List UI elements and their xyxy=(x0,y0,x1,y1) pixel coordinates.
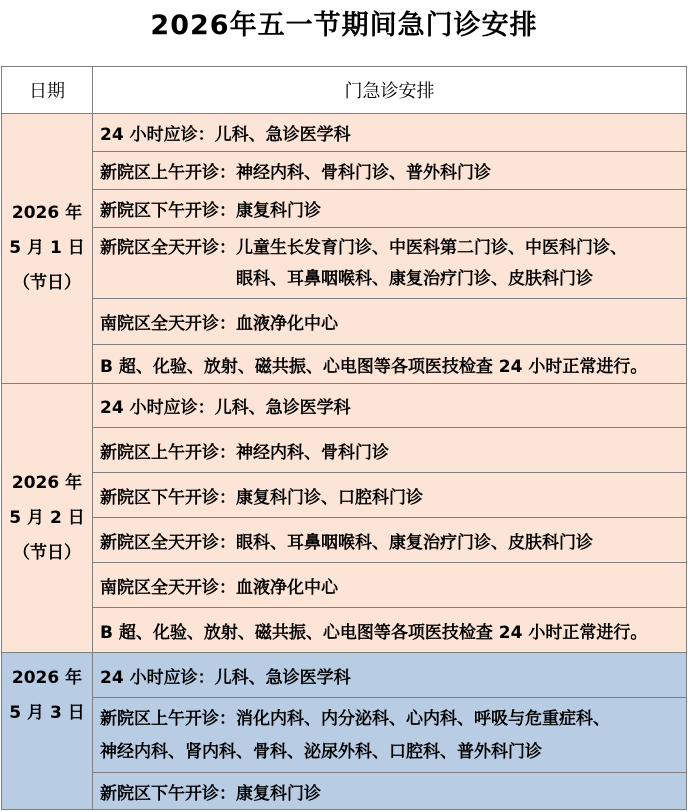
date-year: 2026 年 xyxy=(11,472,83,493)
page-title: 2026年五一节期间急门诊安排 xyxy=(150,10,538,41)
schedule-item xyxy=(93,384,687,428)
header-date: 日期 xyxy=(2,67,93,114)
schedule-item xyxy=(93,773,687,810)
schedule-item xyxy=(93,114,687,152)
date-note: （节日） xyxy=(13,273,81,293)
item-text: 神经内科、骨科门诊 xyxy=(236,442,389,463)
schedule-item xyxy=(93,473,687,518)
table-row xyxy=(2,653,687,698)
item-text: B 超、化验、放射、磁共振、心电图等各项医技检查 24 小时正常进行。 xyxy=(100,622,648,643)
item-prefix: 新院区下午开诊： xyxy=(100,783,236,804)
schedule-item xyxy=(93,608,687,653)
date-cell-may-2 xyxy=(2,384,93,653)
table-header-row xyxy=(2,67,687,114)
table-row xyxy=(2,152,687,190)
schedule-item xyxy=(93,152,687,190)
date-day: 5 月 3 日 xyxy=(9,703,85,723)
schedule-item xyxy=(93,428,687,473)
item-text: 儿科、急诊医学科 xyxy=(214,125,351,145)
table-row xyxy=(2,518,687,563)
item-text: 儿童生长发育门诊、中医科第二门诊、中医科门诊、 xyxy=(236,238,627,258)
item-prefix: 新院区全天开诊： xyxy=(100,238,236,258)
item-text: 神经内科、骨科门诊、普外科门诊 xyxy=(236,163,491,183)
item-text: 血液净化中心 xyxy=(236,577,338,598)
item-prefix: 新院区下午开诊： xyxy=(100,201,236,221)
schedule-item xyxy=(93,563,687,608)
schedule-item xyxy=(93,345,687,384)
item-text-line2: 神经内科、肾内科、骨科、泌尿外科、口腔科、普外科门诊 xyxy=(100,742,542,762)
item-prefix: 新院区上午开诊： xyxy=(100,442,236,463)
date-cell-may-1 xyxy=(2,114,93,384)
item-text: 儿科、急诊医学科 xyxy=(214,398,351,418)
table-row xyxy=(2,384,687,428)
date-day: 5 月 2 日 xyxy=(9,507,85,528)
item-prefix: 新院区下午开诊： xyxy=(100,487,236,508)
date-cell-may-3 xyxy=(2,653,93,810)
table-row xyxy=(2,299,687,345)
item-prefix: 新院区上午开诊： xyxy=(100,163,236,183)
item-prefix: 24 小时应诊： xyxy=(100,125,215,145)
item-prefix: 24 小时应诊： xyxy=(100,398,215,418)
date-year: 2026 年 xyxy=(11,668,83,688)
schedule-item xyxy=(93,518,687,563)
date-year: 2026 年 xyxy=(11,203,83,223)
table-row xyxy=(2,608,687,653)
item-prefix: 南院区全天开诊： xyxy=(100,314,236,334)
item-text: 消化内科、内分泌科、心内科、呼吸与危重症科、 xyxy=(236,709,610,729)
schedule-item xyxy=(93,698,687,773)
item-text-line2: 眼科、耳鼻咽喉科、康复治疗门诊、皮肤科门诊 xyxy=(236,269,593,289)
schedule-item xyxy=(93,653,687,698)
table-row xyxy=(2,190,687,228)
item-text: 血液净化中心 xyxy=(236,314,338,334)
item-prefix: 新院区全天开诊： xyxy=(100,532,236,553)
table-row xyxy=(2,228,687,299)
item-text: B 超、化验、放射、磁共振、心电图等各项医技检查 24 小时正常进行。 xyxy=(100,356,648,377)
table-row xyxy=(2,114,687,152)
date-note: （节日） xyxy=(13,542,81,563)
schedule-table xyxy=(1,66,687,810)
table-row xyxy=(2,698,687,773)
schedule-item xyxy=(93,299,687,345)
header-schedule: 门急诊安排 xyxy=(93,67,687,114)
item-text: 眼科、耳鼻咽喉科、康复治疗门诊、皮肤科门诊 xyxy=(236,532,593,553)
schedule-item xyxy=(93,228,687,299)
date-day: 5 月 1 日 xyxy=(9,238,85,258)
item-prefix: 新院区上午开诊： xyxy=(100,709,236,729)
table-row xyxy=(2,473,687,518)
table-row xyxy=(2,345,687,384)
table-row xyxy=(2,428,687,473)
item-text: 康复科门诊 xyxy=(236,201,321,221)
item-text: 儿科、急诊医学科 xyxy=(214,667,351,688)
item-text: 康复科门诊、口腔科门诊 xyxy=(236,487,423,508)
table-row xyxy=(2,773,687,810)
table-row xyxy=(2,563,687,608)
schedule-item xyxy=(93,190,687,228)
item-prefix: 24 小时应诊： xyxy=(100,667,215,688)
item-prefix: 南院区全天开诊： xyxy=(100,577,236,598)
item-text: 康复科门诊 xyxy=(236,783,321,804)
